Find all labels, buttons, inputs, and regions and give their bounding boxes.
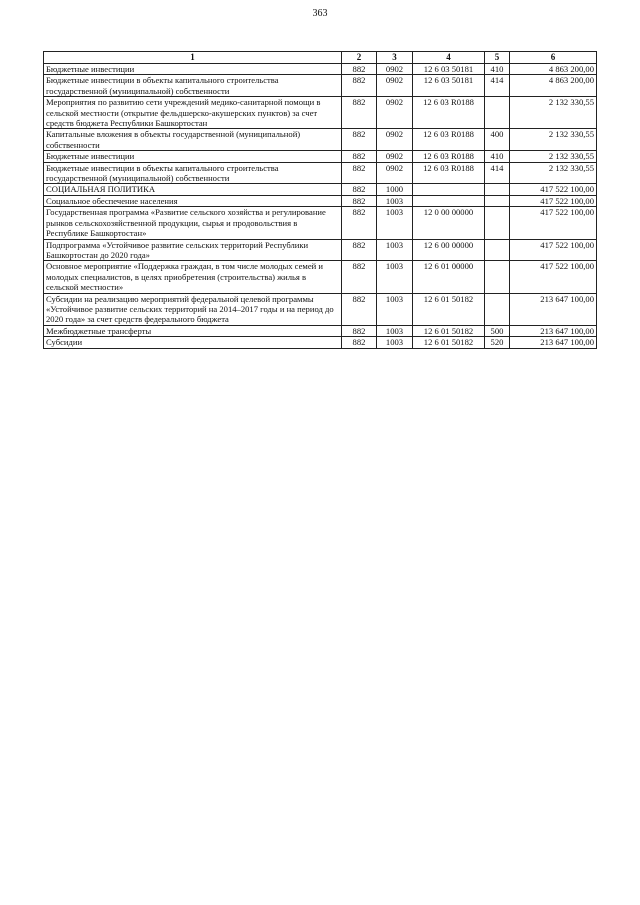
column-header: 6 xyxy=(510,52,597,64)
row-ministry-code: 882 xyxy=(342,64,377,75)
row-target-code: 12 6 01 00000 xyxy=(413,261,485,293)
row-target-code: 12 0 00 00000 xyxy=(413,207,485,239)
table-header-row xyxy=(44,52,597,64)
row-section-code: 0902 xyxy=(377,162,413,184)
table-row xyxy=(44,162,597,184)
column-header: 4 xyxy=(413,52,485,64)
row-amount: 213 647 100,00 xyxy=(510,337,597,348)
row-name: Подпрограмма «Устойчивое развитие сельских территорий Республики Башкортостан до 2020 года» xyxy=(44,239,342,261)
row-name: Капитальные вложения в объекты государственной (муниципальной) собственности xyxy=(44,129,342,151)
row-expense-type xyxy=(485,239,510,261)
row-target-code: 12 6 03 R0188 xyxy=(413,129,485,151)
row-name: Государственная программа «Развитие сельского хозяйства и регулирование рынков сельскохозяйственной продукции, сырья и продовольствия в Республике Башкортостан» xyxy=(44,207,342,239)
table-row xyxy=(44,75,597,97)
row-amount: 2 132 330,55 xyxy=(510,129,597,151)
table-row xyxy=(44,325,597,336)
row-ministry-code: 882 xyxy=(342,129,377,151)
row-expense-type xyxy=(485,207,510,239)
table-row xyxy=(44,184,597,195)
row-ministry-code: 882 xyxy=(342,337,377,348)
row-ministry-code: 882 xyxy=(342,97,377,129)
row-name: Бюджетные инвестиции в объекты капитального строительства государственной (муниципальной) собственности xyxy=(44,162,342,184)
table-row xyxy=(44,151,597,162)
table-row xyxy=(44,261,597,293)
row-section-code: 1003 xyxy=(377,325,413,336)
row-amount: 2 132 330,55 xyxy=(510,162,597,184)
page-number: 363 xyxy=(312,8,328,19)
row-section-code: 0902 xyxy=(377,151,413,162)
table-row xyxy=(44,293,597,325)
row-target-code: 12 6 03 50181 xyxy=(413,75,485,97)
row-target-code: 12 6 01 50182 xyxy=(413,325,485,336)
row-target-code xyxy=(413,184,485,195)
row-target-code: 12 6 03 50181 xyxy=(413,64,485,75)
row-section-code: 0902 xyxy=(377,75,413,97)
row-section-code: 0902 xyxy=(377,97,413,129)
row-ministry-code: 882 xyxy=(342,293,377,325)
column-header: 2 xyxy=(342,52,377,64)
row-amount: 2 132 330,55 xyxy=(510,151,597,162)
row-name: Мероприятия по развитию сети учреждений медико-санитарной помощи в сельской местности (открытие фельдшерско-акушерских пунктов) за счет средств бюджета Республики Башкортостан xyxy=(44,97,342,129)
row-amount: 4 863 200,00 xyxy=(510,64,597,75)
row-section-code: 1000 xyxy=(377,184,413,195)
row-name: Основное мероприятие «Поддержка граждан, в том числе молодых семей и молодых специалистов, в целях приобретения (строительства) жилья в сельской местности» xyxy=(44,261,342,293)
row-expense-type xyxy=(485,293,510,325)
row-section-code: 1003 xyxy=(377,337,413,348)
table-row xyxy=(44,129,597,151)
row-section-code: 0902 xyxy=(377,129,413,151)
row-target-code: 12 6 03 R0188 xyxy=(413,151,485,162)
row-section-code: 0902 xyxy=(377,64,413,75)
table-row xyxy=(44,195,597,206)
row-amount: 417 522 100,00 xyxy=(510,207,597,239)
row-expense-type xyxy=(485,195,510,206)
row-ministry-code: 882 xyxy=(342,239,377,261)
row-expense-type: 414 xyxy=(485,162,510,184)
row-ministry-code: 882 xyxy=(342,325,377,336)
row-ministry-code: 882 xyxy=(342,261,377,293)
row-name: Социальное обеспечение населения xyxy=(44,195,342,206)
column-header: 5 xyxy=(485,52,510,64)
row-expense-type xyxy=(485,184,510,195)
row-amount: 213 647 100,00 xyxy=(510,293,597,325)
row-name: Бюджетные инвестиции в объекты капитального строительства государственной (муниципальной) собственности xyxy=(44,75,342,97)
row-target-code: 12 6 01 50182 xyxy=(413,337,485,348)
row-name: Субсидии на реализацию мероприятий федеральной целевой программы «Устойчивое развитие сельских территорий на 2014–2017 годы и на период до 2020 года» за счет средств федерального бюджета xyxy=(44,293,342,325)
row-expense-type: 500 xyxy=(485,325,510,336)
table-row xyxy=(44,64,597,75)
column-header: 1 xyxy=(44,52,342,64)
table-row xyxy=(44,97,597,129)
row-ministry-code: 882 xyxy=(342,162,377,184)
row-ministry-code: 882 xyxy=(342,75,377,97)
row-section-code: 1003 xyxy=(377,239,413,261)
row-expense-type: 410 xyxy=(485,151,510,162)
row-name: СОЦИАЛЬНАЯ ПОЛИТИКА xyxy=(44,184,342,195)
row-section-code: 1003 xyxy=(377,207,413,239)
row-expense-type: 400 xyxy=(485,129,510,151)
row-expense-type: 414 xyxy=(485,75,510,97)
row-amount: 417 522 100,00 xyxy=(510,239,597,261)
row-amount: 417 522 100,00 xyxy=(510,184,597,195)
row-ministry-code: 882 xyxy=(342,207,377,239)
row-section-code: 1003 xyxy=(377,261,413,293)
row-target-code: 12 6 00 00000 xyxy=(413,239,485,261)
row-target-code xyxy=(413,195,485,206)
row-target-code: 12 6 01 50182 xyxy=(413,293,485,325)
row-name: Межбюджетные трансферты xyxy=(44,325,342,336)
row-name: Субсидии xyxy=(44,337,342,348)
row-amount: 213 647 100,00 xyxy=(510,325,597,336)
row-section-code: 1003 xyxy=(377,195,413,206)
row-amount: 2 132 330,55 xyxy=(510,97,597,129)
row-name: Бюджетные инвестиции xyxy=(44,151,342,162)
row-ministry-code: 882 xyxy=(342,151,377,162)
budget-table xyxy=(43,51,597,349)
table-row xyxy=(44,337,597,348)
row-ministry-code: 882 xyxy=(342,195,377,206)
row-expense-type xyxy=(485,261,510,293)
row-amount: 4 863 200,00 xyxy=(510,75,597,97)
row-expense-type: 410 xyxy=(485,64,510,75)
row-expense-type: 520 xyxy=(485,337,510,348)
table-row xyxy=(44,239,597,261)
row-target-code: 12 6 03 R0188 xyxy=(413,162,485,184)
row-expense-type xyxy=(485,97,510,129)
column-header: 3 xyxy=(377,52,413,64)
table-row xyxy=(44,207,597,239)
row-ministry-code: 882 xyxy=(342,184,377,195)
row-amount: 417 522 100,00 xyxy=(510,195,597,206)
row-section-code: 1003 xyxy=(377,293,413,325)
row-name: Бюджетные инвестиции xyxy=(44,64,342,75)
row-target-code: 12 6 03 R0188 xyxy=(413,97,485,129)
row-amount: 417 522 100,00 xyxy=(510,261,597,293)
